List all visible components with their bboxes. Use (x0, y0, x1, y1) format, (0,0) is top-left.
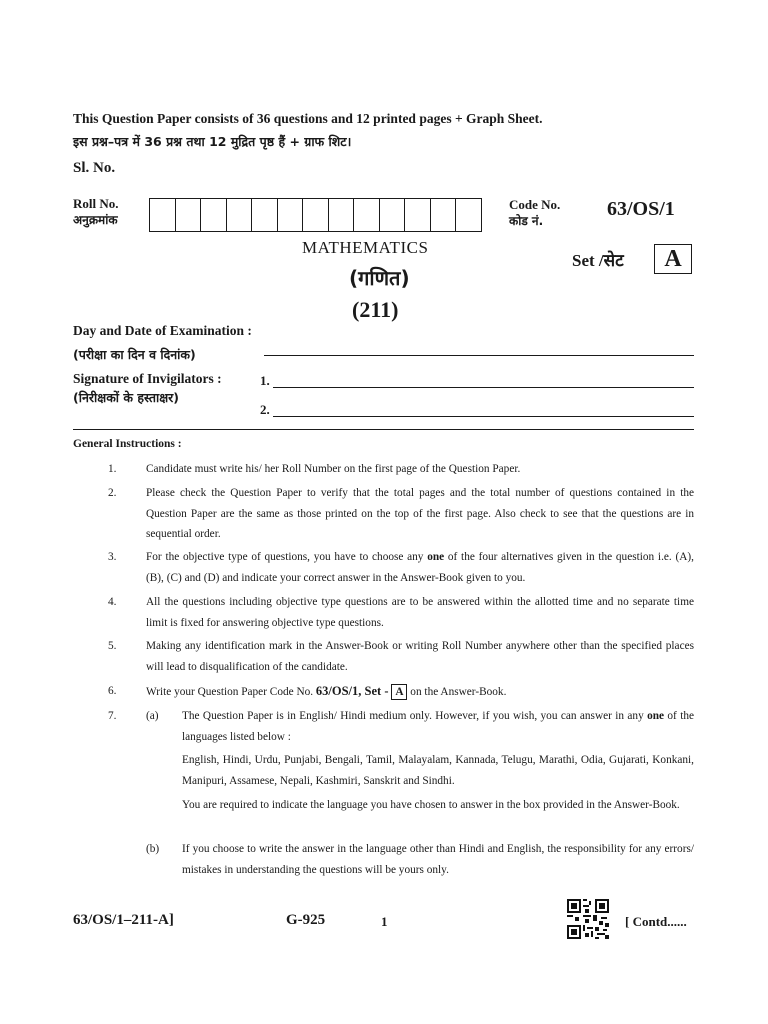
instruction-number: 7. (108, 710, 117, 722)
signature-2-number: 2. (260, 402, 270, 417)
roll-digit-box[interactable] (227, 199, 253, 231)
roll-digit-box[interactable] (278, 199, 304, 231)
subject-code: (211) (352, 297, 399, 322)
roll-digit-box[interactable] (329, 199, 355, 231)
instruction-number: 2. (108, 487, 117, 499)
sub-instruction-label: (a) (146, 710, 159, 722)
roll-digit-box[interactable] (252, 199, 278, 231)
instruction-text (146, 547, 694, 588)
instruction-text-part: The Question Paper is in English/ Hindi medium only. However, if you wish, you can answer in any (182, 710, 648, 722)
signature-2-line[interactable] (273, 416, 694, 417)
roll-no-label: Roll No. (73, 196, 119, 211)
instruction-text (146, 681, 694, 703)
instruction-number: 1. (108, 463, 117, 475)
pages-info-english: This Question Paper consists of 36 questions and 12 printed pages + Graph Sheet. (73, 111, 543, 126)
instruction-text: All the questions including objective type questions are to be answered within the allotted time and no separate time limit is fixed for answering objective type questions. (146, 596, 694, 629)
instruction-text-part: Write your Question Paper Code No. (146, 686, 316, 698)
roll-no-label-hindi: अनुक्रमांक (73, 213, 118, 227)
signature-1-number: 1. (260, 373, 270, 388)
instruction-text-part: of the languages listed below : (182, 710, 694, 743)
roll-digit-box[interactable] (456, 199, 481, 231)
instruction-text-part: on the Answer-Book. (407, 686, 507, 698)
sub-instruction-label: (b) (146, 843, 160, 855)
set-code-box: A (391, 684, 407, 700)
instruction-emphasis: one (427, 551, 445, 563)
code-no-label: Code No. (509, 197, 561, 212)
invigilator-signature-label: Signature of Invigilators : (73, 371, 222, 386)
footer-series: G-925 (286, 912, 326, 928)
instruction-number: 5. (108, 640, 117, 652)
instruction-code-set: 63/OS/1, Set - (315, 684, 389, 698)
instruction-emphasis: one (647, 710, 665, 722)
invigilator-signature-label-hindi: (निरीक्षकों के हस्ताक्षर) (73, 390, 179, 405)
set-value-box: A (654, 244, 692, 274)
instruction-number: 3. (108, 551, 117, 563)
roll-digit-box[interactable] (431, 199, 457, 231)
roll-digit-box[interactable] (176, 199, 202, 231)
instruction-text-part: For the objective type of questions, you have to choose any (146, 551, 428, 563)
roll-digit-box[interactable] (380, 199, 406, 231)
signature-1-line[interactable] (273, 387, 694, 388)
instruction-text: Please check the Question Paper to verify that the total pages and the total number of questions contained in the Question Paper are the same as those printed on the top of the first page. Also check to see that the questions are in sequential order. (146, 487, 694, 540)
set-label: Set /सेट (572, 251, 624, 270)
roll-digit-box[interactable] (150, 199, 176, 231)
sub-instruction-text: You are required to indicate the language you have chosen to answer in the box provided in the Answer-Book. (182, 799, 680, 811)
language-list: English, Hindi, Urdu, Punjabi, Bengali, Tamil, Malayalam, Kannada, Telugu, Marathi, Odia, Gujarati, Konkani, Manipuri, Assamese, Nepali, Kashmiri, Sanskrit and Sindhi. (182, 754, 694, 787)
sub-instruction-text (182, 706, 694, 747)
instruction-text: Candidate must write his/ her Roll Number on the first page of the Question Paper. (146, 463, 521, 475)
continued-marker: [ Contd...... (625, 914, 687, 929)
roll-number-boxes[interactable] (149, 198, 482, 232)
instruction-number: 4. (108, 596, 117, 608)
qr-code-icon (567, 899, 609, 944)
instruction-number: 6. (108, 685, 117, 697)
instruction-text-part: of the four alternatives given in the question i.e. (A), (B), (C) and (D) and indicate your correct answer in the Answer-Book given to you. (146, 551, 694, 584)
exam-date-label: Day and Date of Examination : (73, 323, 252, 338)
pages-info-hindi: इस प्रश्न–पत्र में 36 प्रश्न तथा 12 मुद्रित पृष्ठ हैं + ग्राफ शिट। (73, 134, 352, 149)
roll-digit-box[interactable] (201, 199, 227, 231)
page-number: 1 (381, 914, 388, 929)
subject-title: MATHEMATICS (302, 238, 429, 257)
instruction-text: Making any identification mark in the Answer-Book or writing Roll Number anywhere other than the specified places will lead to disqualification of the candidate. (146, 640, 694, 673)
code-no-value: 63/OS/1 (607, 198, 675, 220)
exam-date-label-hindi: (परीक्षा का दिन व दिनांक) (73, 347, 196, 362)
footer-paper-code: 63/OS/1–211-A] (73, 912, 174, 928)
roll-digit-box[interactable] (405, 199, 431, 231)
roll-digit-box[interactable] (303, 199, 329, 231)
roll-digit-box[interactable] (354, 199, 380, 231)
section-divider (73, 429, 694, 430)
serial-number-label: Sl. No. (73, 160, 116, 176)
code-no-label-hindi: कोड नं. (509, 214, 544, 228)
sub-instruction-text: If you choose to write the answer in the language other than Hindi and English, the responsibility for any errors/ mistakes in understanding the questions will be yours only. (182, 843, 694, 876)
instructions-heading: General Instructions : (73, 438, 182, 450)
exam-date-line[interactable] (264, 355, 694, 356)
subject-title-hindi: (गणित) (349, 266, 410, 290)
